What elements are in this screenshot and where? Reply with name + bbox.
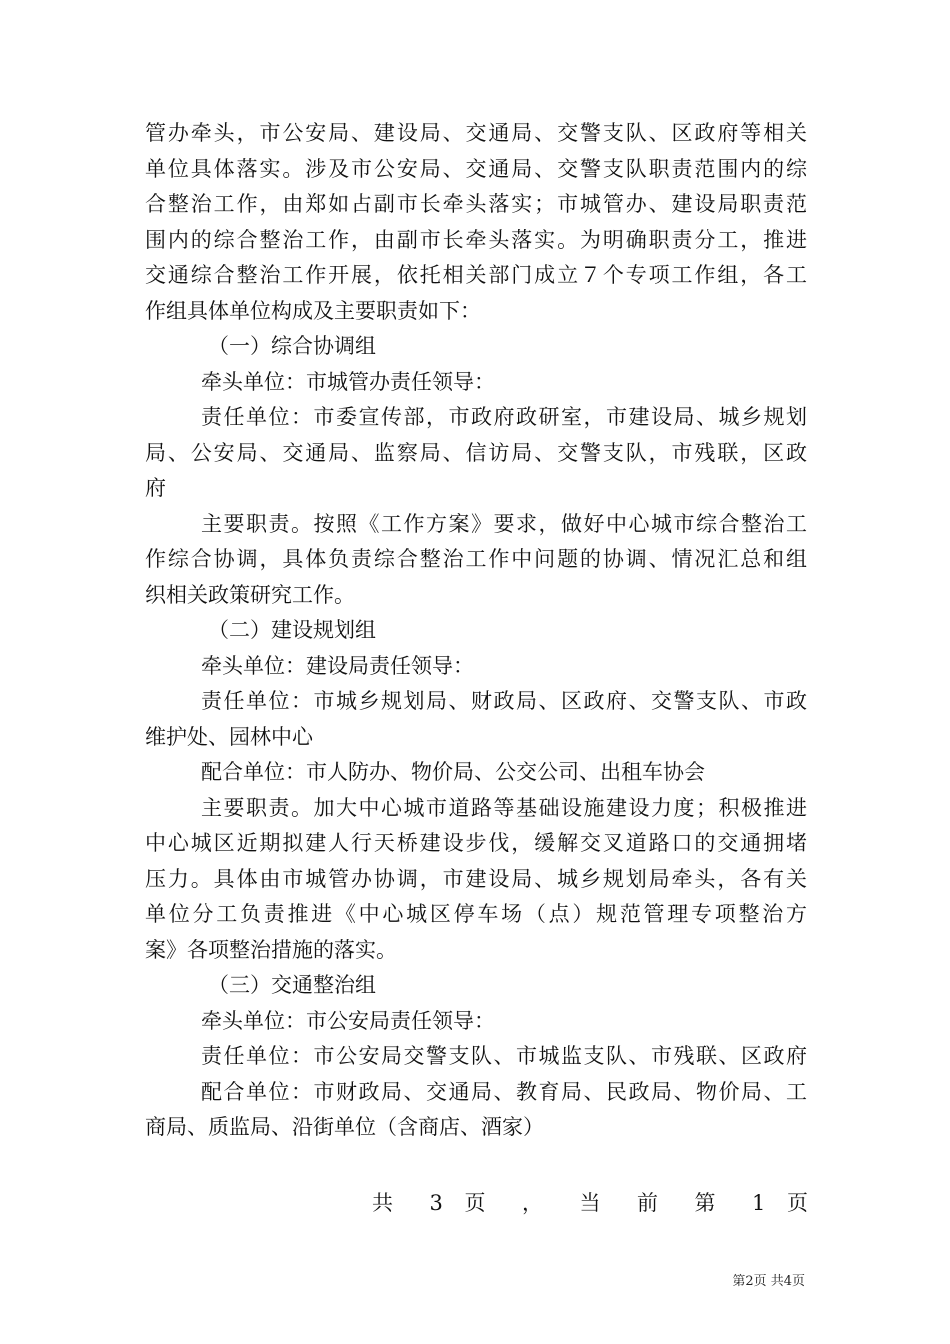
- body-line: 府: [145, 476, 166, 500]
- body-line: 主要职责。按照《工作方案》要求，做好中心城市综合整治工: [201, 511, 807, 536]
- body-line: 交通综合整治工作开展，依托相关部门成立７个专项工作组，各工: [145, 263, 807, 287]
- body-line: 责任单位：市公安局交警支队、市城监支队、市残联、区政府: [201, 1044, 807, 1068]
- body-line: 作综合协调，具体负责综合整治工作中问题的协调、情况汇总和组: [145, 547, 807, 571]
- section-heading: （二）建设规划组: [208, 618, 376, 642]
- body-line: 压力。具体由市城管办协调，市建设局、城乡规划局牵头，各有关: [145, 866, 807, 891]
- body-line: 合整治工作，由郑如占副市长牵头落实；市城管办、建设局职责范: [145, 192, 807, 216]
- body-line: 责任单位：市城乡规划局、财政局、区政府、交警支队、市政: [201, 689, 807, 713]
- body-line: 局、公安局、交通局、监察局、信访局、交警支队，市残联，区政: [145, 440, 807, 465]
- section-heading: （一）综合协调组: [208, 334, 376, 358]
- body-line: 单位分工负责推进《中心城区停车场（点）规范管理专项整治方: [145, 902, 807, 926]
- body-line: 配合单位：市财政局、交通局、教育局、民政局、物价局、工: [201, 1079, 807, 1104]
- body-line: 牵头单位：建设局责任领导：: [201, 653, 474, 678]
- body-line: 主要职责。加大中心城市道路等基础设施建设力度；积极推进: [201, 795, 807, 820]
- body-line: 织相关政策研究工作。: [145, 582, 355, 607]
- page-footer: 第2页 共4页: [732, 1274, 805, 1289]
- section-heading: （三）交通整治组: [208, 973, 376, 997]
- body-line: 牵头单位：市公安局责任领导：: [201, 1008, 495, 1033]
- page-counter: 共 3 页 ， 当 前 第 1 页: [372, 1191, 808, 1215]
- body-line: 作组具体单位构成及主要职责如下：: [145, 298, 481, 323]
- body-line: 商局、质监局、沿街单位（含商店、酒家）: [145, 1115, 544, 1139]
- body-line: 单位具体落实。涉及市公安局、交通局、交警支队职责范围内的综: [145, 156, 807, 181]
- body-line: 中心城区近期拟建人行天桥建设步伐，缓解交叉道路口的交通拥堵: [145, 831, 807, 855]
- body-line: 围内的综合整治工作，由副市长牵头落实。为明确职责分工，推进: [145, 227, 807, 252]
- body-line: 配合单位：市人防办、物价局、公交公司、出租车协会: [201, 760, 705, 784]
- document-body: [145, 116, 807, 1146]
- body-line: 责任单位：市委宣传部，市政府政研室，市建设局、城乡规划: [201, 405, 807, 429]
- body-line: 牵头单位：市城管办责任领导：: [201, 369, 495, 394]
- body-line: 案》各项整治措施的落实。: [145, 937, 397, 962]
- body-line: 维护处、园林中心: [145, 724, 313, 749]
- body-line: 管办牵头，市公安局、建设局、交通局、交警支队、区政府等相关: [145, 121, 807, 145]
